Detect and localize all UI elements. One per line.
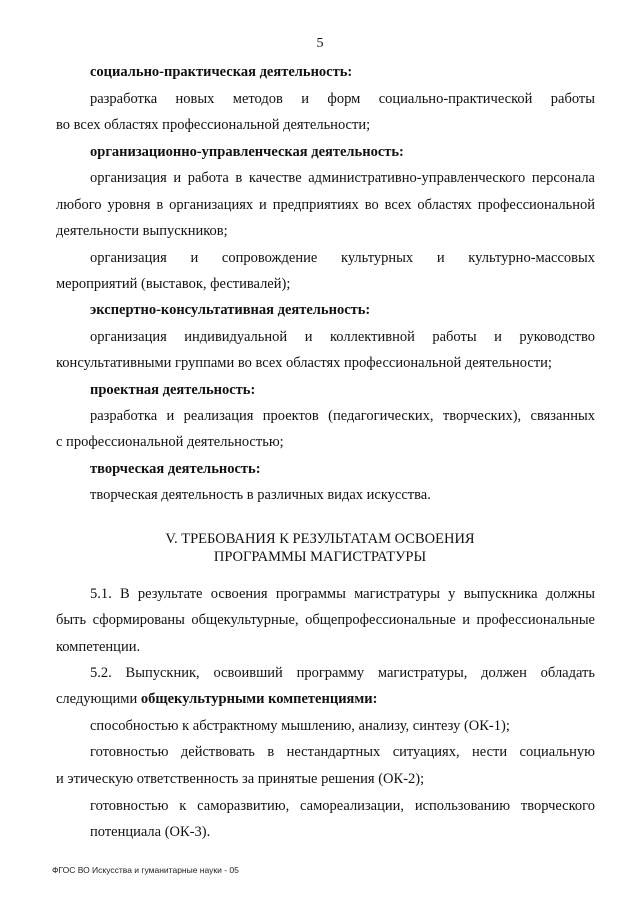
text-line: 5.2. Выпускник, освоивший программу магистратуры, должен обладать <box>90 665 595 681</box>
text-line: организация индивидуальной и коллективной работы и руководство <box>90 329 595 345</box>
text-line: потенциала (ОК-3). <box>90 824 211 840</box>
heading-expert-consulting: экспертно-консультативная деятельность: <box>90 302 371 318</box>
competency-ok-3: готовностью к саморазвитию, самореализации, использованию творческого <box>90 798 595 814</box>
text-line: и этическую ответственность за принятые решения (ОК-2); <box>56 771 425 787</box>
heading-org-management: организационно-управленческая деятельность: <box>90 144 404 160</box>
heading-social-practical: социально-практическая деятельность: <box>90 64 353 80</box>
heading-project: проектная деятельность: <box>90 382 256 398</box>
text-line: творческая деятельность в различных видах искусства. <box>90 487 431 503</box>
section-title-line-2: ПРОГРАММЫ МАГИСТРАТУРЫ <box>213 549 427 565</box>
text-line <box>56 690 377 708</box>
text-line: 5.1. В результате освоения программы магистратуры у выпускника должны <box>90 586 595 602</box>
competency-ok-2: готовностью действовать в нестандартных ситуациях, нести социальную <box>90 744 595 760</box>
text-line: организация и сопровождение культурных и культурно-массовых <box>90 250 595 266</box>
text-line: мероприятий (выставок, фестивалей); <box>56 276 291 292</box>
heading-creative: творческая деятельность: <box>90 461 261 477</box>
text-line: компетенции. <box>56 639 141 655</box>
text-line: консультативными группами во всех областях профессиональной деятельности; <box>56 355 552 371</box>
text-line: разработка и реализация проектов (педагогических, творческих), связанных <box>90 408 595 424</box>
text-line: деятельности выпускников; <box>56 223 228 239</box>
text-line: во всех областях профессиональной деятельности; <box>56 117 371 133</box>
text-line: любого уровня в организациях и предприятиях во всех областях профессиональной <box>56 197 595 213</box>
text-line: быть сформированы общекультурные, общепрофессиональные и профессиональные <box>56 612 595 628</box>
section-title-line-1: V. ТРЕБОВАНИЯ К РЕЗУЛЬТАТАМ ОСВОЕНИЯ <box>165 531 475 547</box>
text-line: организация и работа в качестве административно-управленческого персонала <box>90 170 595 186</box>
text-fragment: следующими <box>56 691 141 707</box>
emphasis-general-cultural-competencies: общекультурными компетенциями: <box>140 691 378 707</box>
page-footer: ФГОС ВО Искусства и гуманитарные науки - 05 <box>52 865 239 875</box>
competency-ok-1: способностью к абстрактному мышлению, анализу, синтезу (ОК-1); <box>90 718 510 734</box>
text-line: с профессиональной деятельностью; <box>56 434 284 450</box>
page-number: 5 <box>316 36 324 51</box>
text-line: разработка новых методов и форм социально-практической работы <box>90 91 595 107</box>
